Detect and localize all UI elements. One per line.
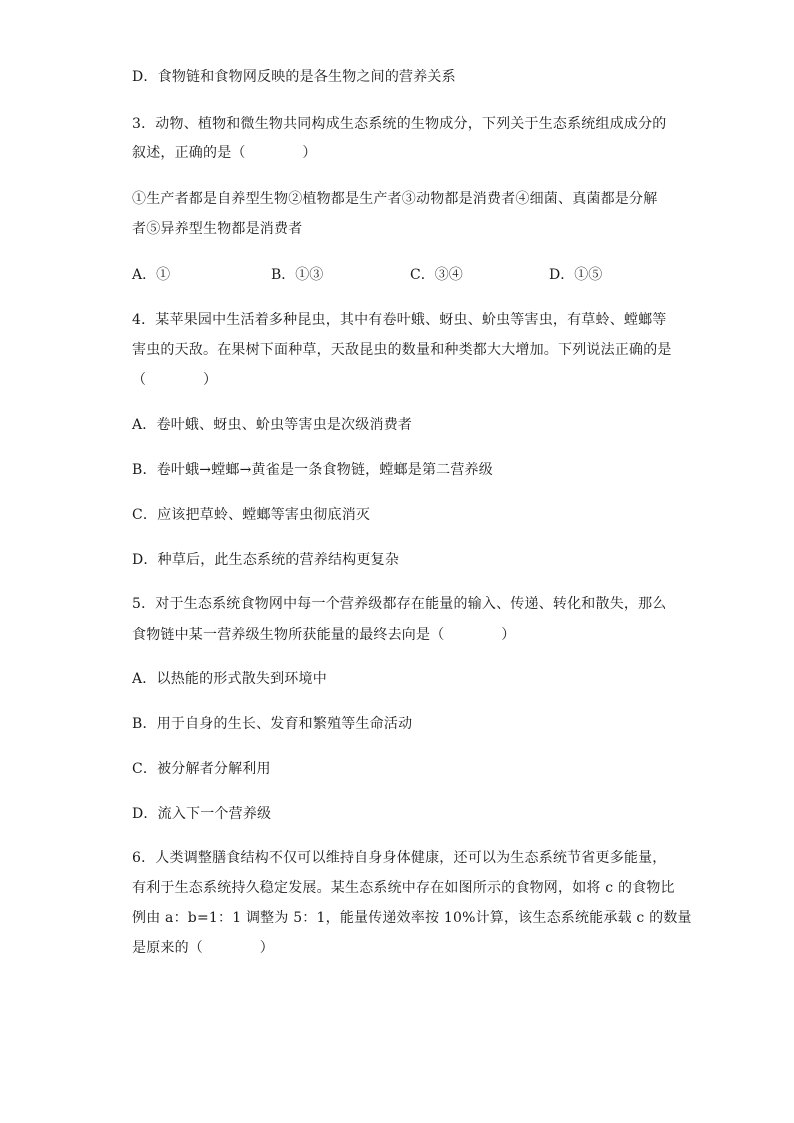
q3-stem-line-2: 叙述，正确的是（ ）: [132, 145, 317, 161]
q3-statements-line-2: 者⑤异养型生物都是消费者: [132, 221, 303, 237]
q3-stem-line-1: 3．动物、植物和微生物共同构成生态系统的生物成分，下列关于生态系统组成成分的: [132, 116, 667, 132]
q4-stem-line-2: 害虫的天敌。在果树下面种草，天敌昆虫的数量和种类都大大增加。下列说法正确的是: [132, 342, 672, 358]
q6-stem-line-1: 6．人类调整膳食结构不仅可以维持自身身体健康，还可以为生态系统节省更多能量，: [132, 850, 667, 866]
q3-option-d: D．①⑤: [549, 267, 603, 283]
q3-option-c: C．③④: [410, 267, 463, 283]
q4-option-d: D．种草后，此生态系统的营养结构更复杂: [132, 552, 400, 568]
q5-stem-line-2: 食物链中某一营养级生物所获能量的最终去向是（ ）: [132, 627, 516, 643]
q4-option-a: A．卷叶蛾、蚜虫、蚧虫等害虫是次级消费者: [132, 417, 413, 433]
q6-stem-line-2: 有利于生态系统持久稳定发展。某生态系统中存在如图所示的食物网，如将 c 的食物比: [132, 880, 675, 896]
q5-option-d: D．流入下一个营养级: [132, 806, 272, 822]
q3-options: [132, 264, 652, 284]
q3-option-b: B．①③: [271, 267, 324, 283]
q4-option-c: C．应该把草蛉、螳螂等害虫彻底消灭: [132, 507, 371, 523]
q6-stem-line-3: 例由 a：b=1：1 调整为 5：1，能量传递效率按 10%计算，该生态系统能承载 c 的数量: [132, 910, 692, 926]
q5-stem-line-1: 5．对于生态系统食物网中每一个营养级都存在能量的输入、传递、转化和散失，那么: [132, 596, 667, 612]
q3-statements-line-1: ①生产者都是自养型生物②植物都是生产者③动物都是消费者④细菌、真菌都是分解: [132, 191, 658, 207]
q5-option-c: C．被分解者分解利用: [132, 761, 271, 777]
q4-stem-line-3: （ ）: [132, 372, 218, 388]
q6-stem-line-4: 是原来的（ ）: [132, 940, 274, 956]
q4-stem-line-1: 4．某苹果园中生活着多种昆虫，其中有卷叶蛾、蚜虫、蚧虫等害虫，有草蛉、螳螂等: [132, 312, 667, 328]
q5-option-a: A．以热能的形式散失到环境中: [132, 671, 327, 687]
q4-option-b: B．卷叶蛾→螳螂→黄雀是一条食物链，螳螂是第二营养级: [132, 462, 493, 478]
q3-option-a: A．①: [132, 267, 171, 283]
q5-option-b: B．用于自身的生长、发育和繁殖等生命活动: [132, 716, 413, 732]
prev-question-option-d: D．食物链和食物网反映的是各生物之间的营养关系: [132, 69, 456, 85]
